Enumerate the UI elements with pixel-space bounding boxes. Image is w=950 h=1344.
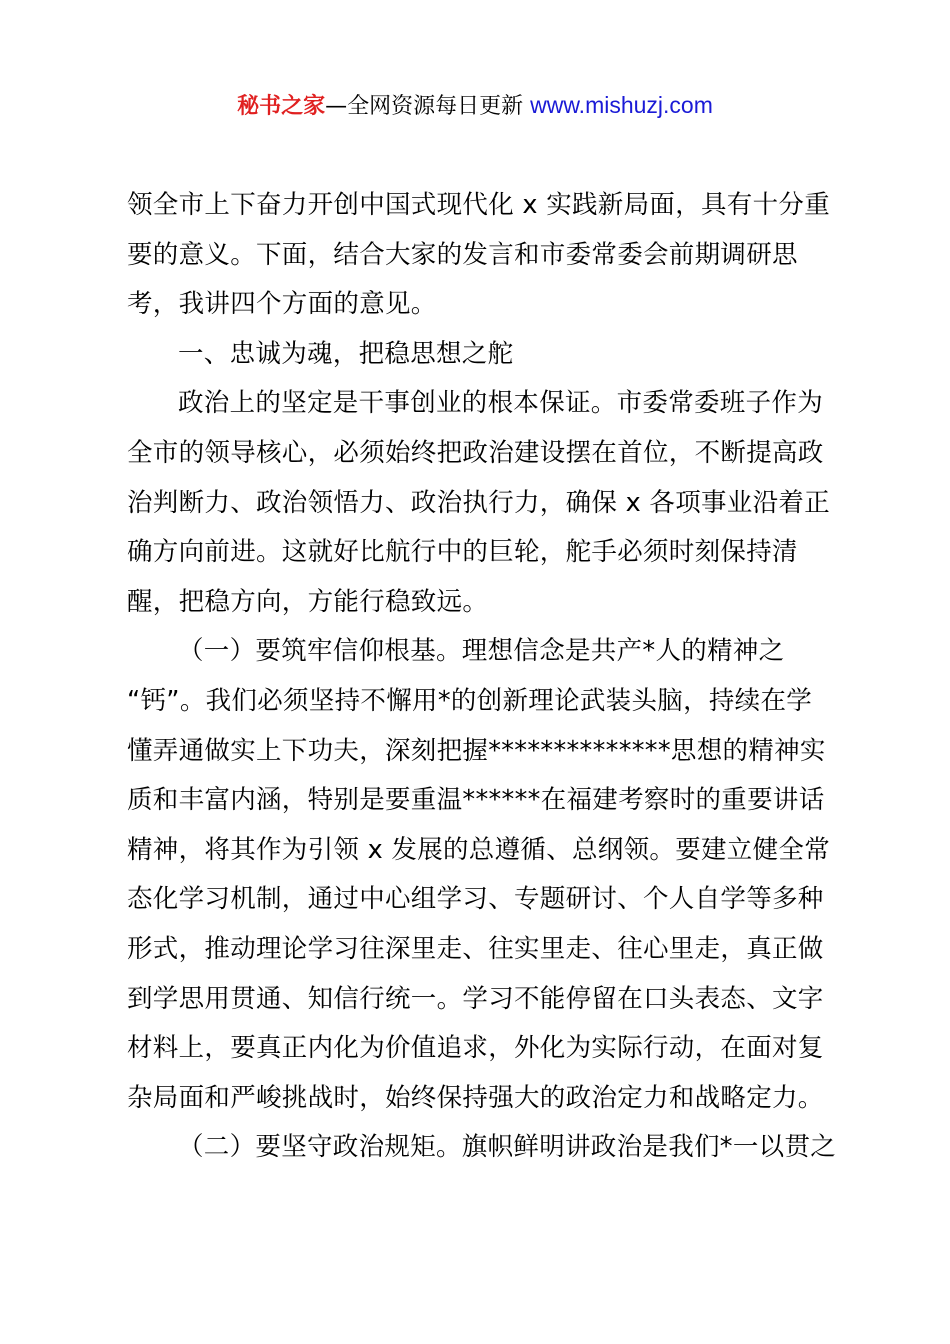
paragraph-start: 政治上的坚定是干事创业的根本保证。市委常委班子作为 bbox=[178, 388, 824, 419]
text-line: 懂弄通做实上下功夫，深刻把握**************思想的精神实 bbox=[127, 735, 826, 766]
text-line: 形式，推动理论学习往深里走、往实里走、往心里走，真正做 bbox=[127, 933, 824, 964]
subsection-heading: （一）要筑牢信仰根基。理想信念是共产*人的精神之 bbox=[178, 636, 785, 667]
brand-name: 秘书之家 bbox=[237, 94, 326, 119]
site-url-link[interactable]: www.mishuzj.com bbox=[530, 92, 713, 118]
page-header bbox=[0, 88, 950, 124]
text-line: 质和丰富内涵，特别是要重温******在福建考察时的重要讲话 bbox=[127, 785, 825, 816]
text-line: 材料上，要真正内化为价值追求，外化为实际行动，在面对复 bbox=[127, 1033, 824, 1064]
header-tagline: —全网资源每日更新 bbox=[325, 94, 524, 119]
document-body bbox=[127, 181, 837, 1173]
text-line: 确方向前进。这就好比航行中的巨轮，舵手必须时刻保持清 bbox=[127, 537, 798, 568]
text-line: 领全市上下奋力开创中国式现代化 x 实践新局面，具有十分重 bbox=[127, 190, 831, 220]
text-line: 考，我讲四个方面的意见。 bbox=[127, 289, 437, 320]
section-heading: 一、忠诚为魂，把稳思想之舵 bbox=[178, 338, 514, 369]
text-line: 精神，将其作为引领 x 发展的总遵循、总纲领。要建立健全常 bbox=[127, 834, 831, 865]
text-line: “钙”。我们必须坚持不懈用*的创新理论武装头脑，持续在学 bbox=[127, 685, 813, 716]
subsection-heading: （二）要坚守政治规矩。旗帜鲜明讲政治是我们*一以贯之 bbox=[178, 1132, 837, 1163]
text-line: 杂局面和严峻挑战时，始终保持强大的政治定力和战略定力。 bbox=[127, 1082, 824, 1113]
text-line: 全市的领导核心，必须始终把政治建设摆在首位，不断提高政 bbox=[127, 437, 824, 468]
text-line: 到学思用贯通、知信行统一。学习不能停留在口头表态、文字 bbox=[127, 983, 824, 1014]
text-line: 态化学习机制，通过中心组学习、专题研讨、个人自学等多种 bbox=[127, 884, 824, 915]
text-line: 治判断力、政治领悟力、政治执行力，确保 x 各项事业沿着正 bbox=[127, 487, 831, 518]
text-line: 醒，把稳方向，方能行稳致远。 bbox=[127, 586, 489, 617]
text-line: 要的意义。下面，结合大家的发言和市委常委会前期调研思 bbox=[127, 239, 798, 270]
